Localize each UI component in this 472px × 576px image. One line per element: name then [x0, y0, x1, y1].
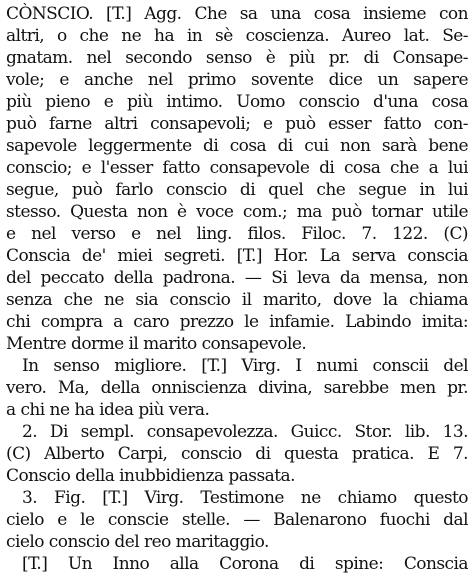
entry-line: [T.] Un Inno alla Corona di spine: Conscia: [22, 554, 468, 574]
entry-line: Conscio della inubbidienza passata.: [6, 466, 295, 486]
entry-line: a chi ne ha idea più vera.: [6, 400, 210, 420]
entry-line: può farne altri consapevoli; e può esser fatto con-: [6, 114, 468, 134]
entry-line: vole; e anche nel primo sovente dice un sapere: [6, 70, 468, 90]
entry-line: cielo conscio del reo maritaggio.: [6, 532, 269, 552]
entry-line: vero. Ma, della onniscienza divina, sarebbe men pr.: [6, 378, 468, 398]
entry-line: senza che ne sia conscio il marito, dove la chiama: [6, 290, 468, 310]
entry-line: segue, può farlo conscio di quel che segue in lui: [6, 180, 468, 200]
entry-line: stesso. Questa non è voce com.; ma può tornar utile: [6, 202, 468, 222]
entry-line: conscio; e l'esser fatto consapevole di cosa che a lui: [6, 158, 468, 178]
entry-line: gnatam. nel secondo senso è più pr. di Consape-: [6, 48, 468, 68]
entry-line: chi compra a caro prezzo le infamie. Labindo imita:: [6, 312, 468, 332]
entry-line: In senso migliore. [T.] Virg. I numi conscii del: [22, 356, 468, 376]
entry-line: CÒNSCIO. [T.] Agg. Che sa una cosa insieme con: [6, 4, 468, 24]
entry-line: sapevole leggermente di cosa di cui non sarà bene: [6, 136, 468, 156]
entry-line: (C) Alberto Carpi, conscio di questa pratica. E 7.: [6, 444, 468, 464]
entry-line: 2. Di sempl. consapevolezza. Guicc. Stor. lib. 13.: [22, 422, 468, 442]
entry-line: Conscia de' miei segreti. [T.] Hor. La serva conscia: [6, 246, 468, 266]
entry-line: e nel verso e nel ling. filos. Filoc. 7. 122. (C): [6, 224, 468, 244]
entry-line: cielo e le conscie stelle. — Balenarono fuochi dal: [6, 510, 468, 530]
entry-line: del peccato della padrona. — Si leva da mensa, non: [6, 268, 468, 288]
entry-line: altri, o che ne ha in sè coscienza. Aureo lat. Se-: [6, 26, 468, 46]
entry-line: più pieno e più intimo. Uomo conscio d'una cosa: [6, 92, 468, 112]
entry-line: Mentre dorme il marito consapevole.: [6, 334, 307, 354]
entry-line: 3. Fig. [T.] Virg. Testimone ne chiamo questo: [22, 488, 468, 508]
